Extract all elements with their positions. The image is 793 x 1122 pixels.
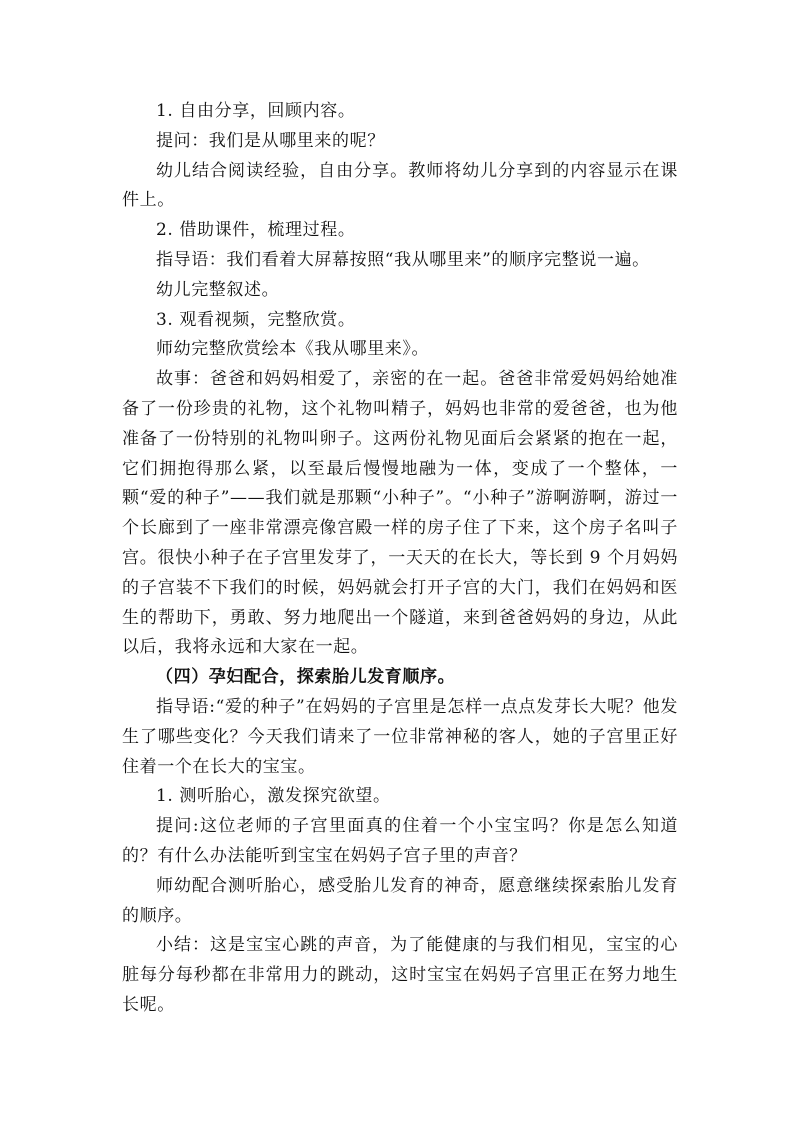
guidance-paragraph-1: 指导语：我们看着大屏幕按照“我从哪里来”的顺序完整说一遍。 [156, 249, 650, 270]
step-heading-free-sharing: 1. 自由分享，回顾内容。 [156, 101, 356, 121]
section-heading-4: （四）孕妇配合，探索胎儿发育顺序。 [156, 667, 456, 688]
step-heading-video: 3. 观看视频，完整欣赏。 [156, 309, 356, 330]
children-narrate-paragraph: 幼儿完整叙述。 [156, 279, 280, 300]
heartbeat-activity-paragraph: 师幼配合测听胎心，感受胎儿发育的神奇，愿意继续探索胎儿发育的顺序。 [122, 875, 678, 926]
guidance-paragraph-2: 指导语:“爱的种子”在妈妈的子宫里是怎样一点点发芽长大呢？他发生了哪些变化？今天我们请来了一位非常神秘的客人，她的子宫里正好住着一个在长大的宝宝。 [122, 696, 678, 777]
summary-paragraph: 小结：这是宝宝心跳的声音，为了能健康的与我们相见，宝宝的心脏每分每秒都在非常用力的跳动，这时宝宝在妈妈子宫里正在努力地生长呢。 [122, 935, 678, 1015]
step-heading-heartbeat: 1. 测听胎心，激发探究欲望。 [156, 786, 391, 807]
document-body [122, 97, 678, 1021]
children-share-paragraph: 幼儿结合阅读经验，自由分享。教师将幼儿分享到的内容显示在课件上。 [122, 160, 678, 211]
picture-book-paragraph: 师幼完整欣赏绘本《我从哪里来》。 [156, 339, 430, 360]
question-heartbeat: 提问:这位老师的子宫里面真的住着一个小宝宝吗？你是怎么知道的？有什么办法能听到宝宝在妈妈子宫子里的声音？ [122, 816, 678, 866]
question-where-from: 提问：我们是从哪里来的呢？ [156, 130, 385, 151]
story-paragraph: 故事：爸爸和妈妈相爱了，亲密的在一起。爸爸非常爱妈妈给她准备了一份珍贵的礼物，这个礼物叫精子，妈妈也非常的爱爸爸，也为他准备了一份特别的礼物叫卵子。这两份礼物见面后会紧紧的抱在一起，它们拥抱得那么紧，以至最后慢慢地融为一体，变成了一个整体，一颗“爱的种子”——我们就是那颗“小种子”。“小种子”游啊游啊，游过一个长廊到了一座非常漂亮像宫殿一样的房子住了下来，这个房子名叫子宫。很快小种子在子宫里发芽了，一天天的在长大，等长到 9 个月妈妈的子宫装不下我们的时候，妈妈就会打开子宫的大门，我们在妈妈和医生的帮助下，勇敢、努力地爬出一个隧道，来到爸爸妈妈的身边，从此以后，我将永远和大家在一起。 [122, 369, 678, 658]
step-heading-courseware: 2. 借助课件，梳理过程。 [156, 220, 356, 241]
